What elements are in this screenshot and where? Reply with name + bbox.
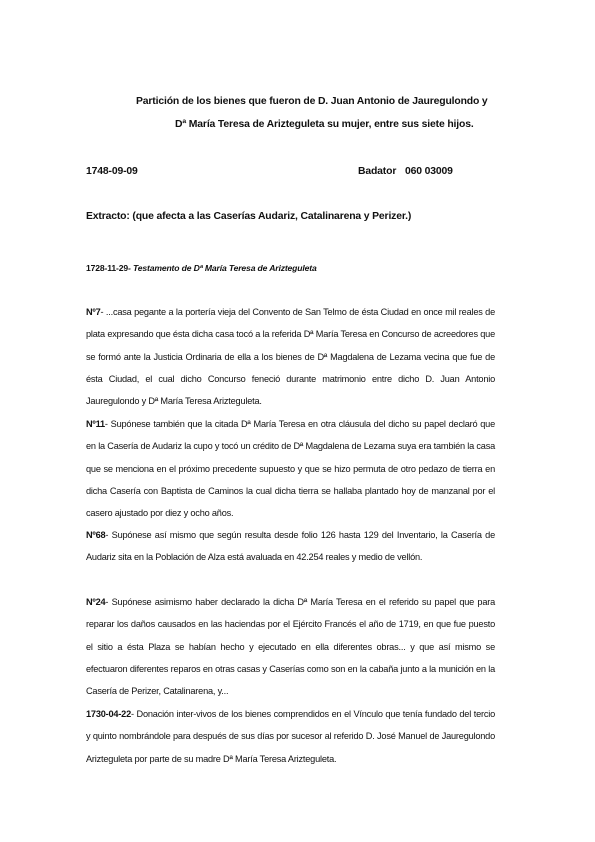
extract-heading: Extracto: (que afecta a las Caserías Audariz, Catalinarena y Perizer.) [86, 211, 412, 222]
paragraph-lead: Nº68 [86, 530, 106, 540]
paragraph-lead: Nº7 [86, 307, 101, 317]
paragraph-n68 [86, 524, 495, 569]
paragraph-n24 [86, 591, 495, 702]
paragraph-n7 [86, 301, 495, 412]
paragraph-n11 [86, 413, 495, 524]
paragraph-text: - Supónese así mismo que según resulta desde folio 126 hasta 129 del Inventario, la Casería de Audariz sita en la Población de Alza está avaluada en 42.254 reales y medio de vellón. [86, 530, 495, 563]
document-date: 1748-09-09 [86, 166, 138, 177]
paragraph-lead: 1730-04-22 [86, 709, 131, 719]
paragraph-text: - ...casa pegante a la portería vieja del Convento de San Telmo de ésta Ciudad en once mil reales de plata expresando que ésta dicha casa tocó a la referida Dª María Teresa en Concurso de acreedores que se formó ante la Justicia Ordinaria de ella a los bienes de Dª Magdalena de Lezama vecina que fue de ésta Ciudad, el cual dicho Concurso feneció durante matrimonio entre dicho D. Juan Antonio Jauregulondo y Dª María Teresa Arizteguleta. [86, 307, 495, 407]
paragraph-lead: Nº24 [86, 597, 106, 607]
title-line-1: Partición de los bienes que fueron de D. Juan Antonio de Jauregulondo y [136, 96, 488, 107]
paragraph-text: - Supónese asimismo haber declarado la dicha Dª María Teresa en el referido su papel que para reparar los daños causados en las haciendas por el Ejército Francés el año de 1719, en que fue puesto el sitio a ésta Plaza se habían hecho y ejecutado en ella diferentes obras... y que así mismo se efectuaron diferentes reparos en otras casas y Caserías como son en la cabaña junto a la munición en la Casería de Perizer, Catalinarena, y... [86, 597, 495, 697]
title-line-2: Dª María Teresa de Arizteguleta su mujer, entre sus siete hijos. [175, 119, 474, 130]
paragraph-lead: Nº11 [86, 419, 105, 429]
section-heading [86, 263, 317, 273]
paragraph-text: - Donación inter-vivos de los bienes comprendidos en el Vínculo que tenía fundado del tercio y quinto nombrándole para después de sus días por sucesor al referido D. José Manuel de Jauregulondo Arizteguleta por parte de su madre Dª María Teresa Arizteguleta. [86, 709, 495, 764]
section-heading-date: 1728-11-29 [86, 263, 128, 273]
badator-code: 060 03009 [405, 166, 453, 177]
badator-label: Badator [358, 166, 397, 177]
paragraph-text: - Supónese también que la citada Dª María Teresa en otra cláusula del dicho su papel declaró que en la Casería de Audariz la cupo y tocó un crédito de Dª Magdalena de Lezama suya era también la casa que se menciona en el próximo precedente supuesto y que se hizo permuta de otro pedazo de tierra en dicha Casería con Baptista de Caminos la cual dicha tierra se hallaba plantado hoy de manzanal por el casero ajustado por diez y ocho años. [86, 419, 495, 519]
paragraph-1730 [86, 703, 495, 770]
section-heading-text: - Testamento de Dª María Teresa de Arizteguleta [128, 263, 317, 273]
